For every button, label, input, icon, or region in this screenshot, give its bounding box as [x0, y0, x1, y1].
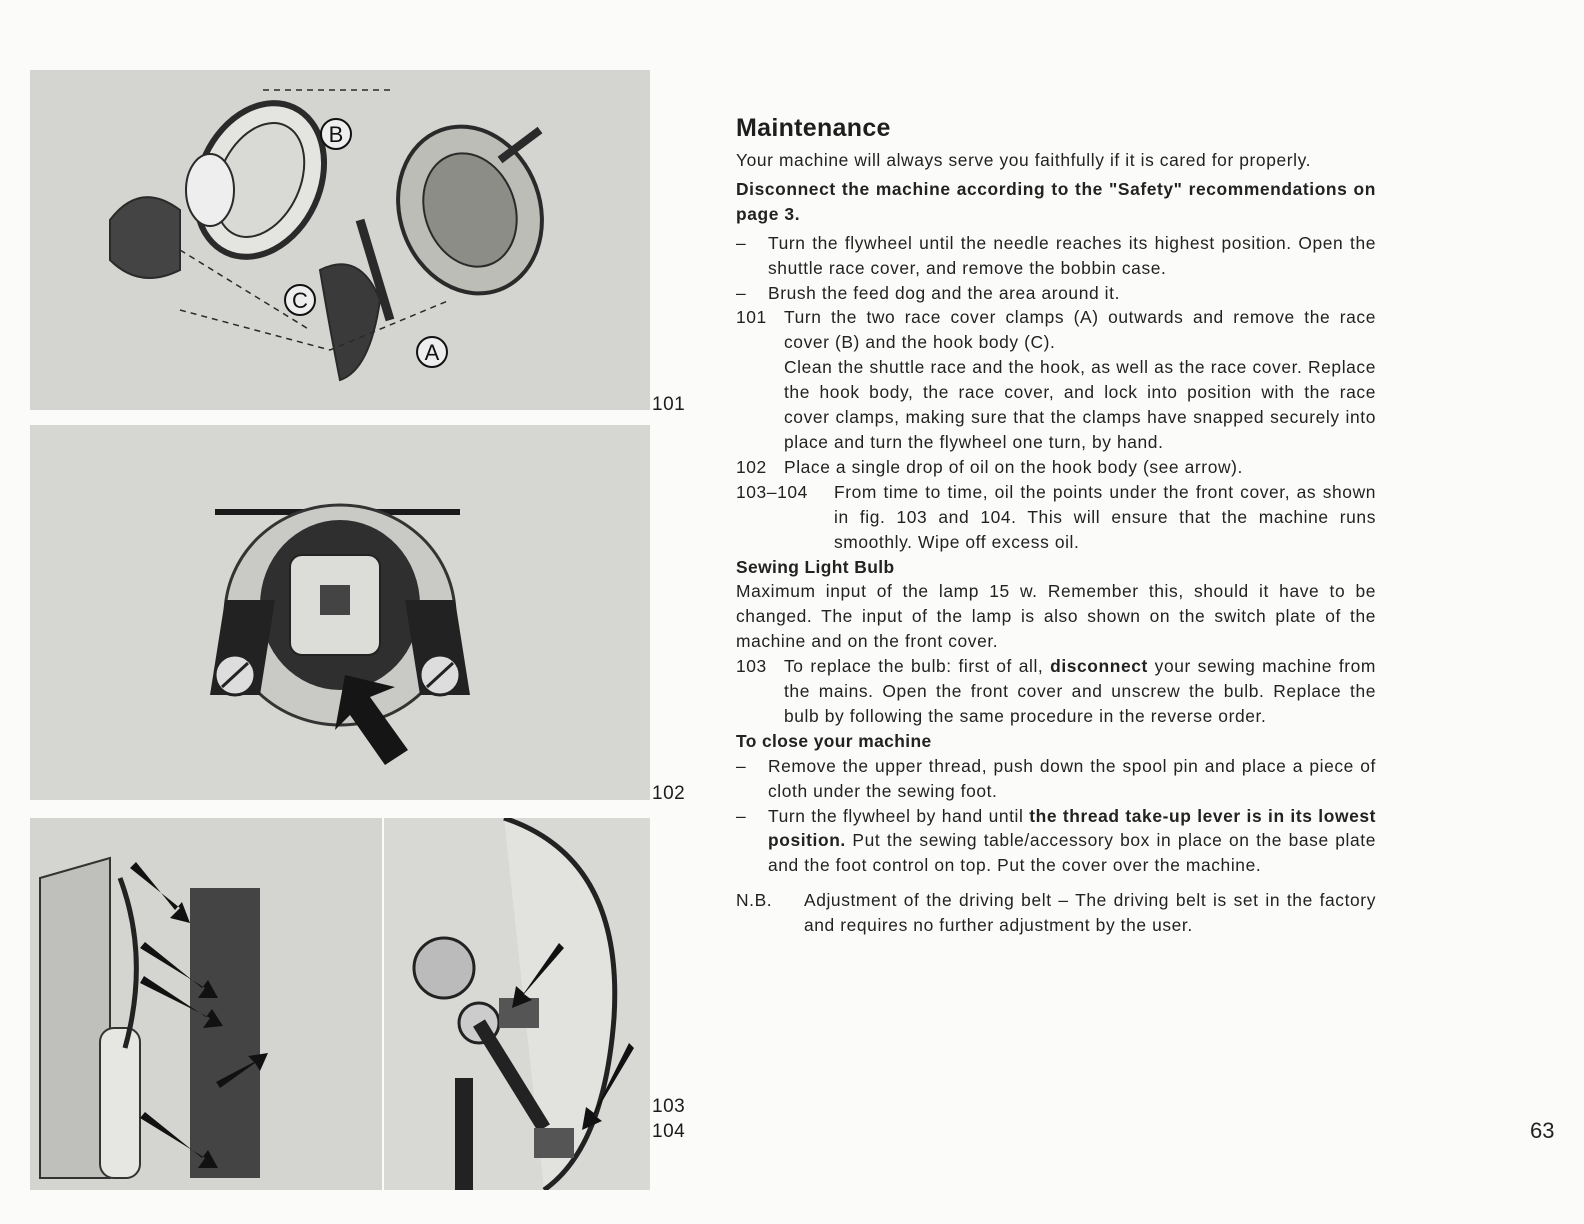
page-title: Maintenance	[736, 114, 891, 142]
bulb-step-bold: disconnect	[1050, 656, 1148, 677]
step-text-cont: Clean the shuttle race and the hook, as well as the race cover. Replace the hook body, the race cover, and lock into position with the race cover clamps, making sure that the clamps have snapped securely into place and turn the flywheel one turn, by hand.	[784, 357, 1376, 452]
figure-103-label: 103	[652, 1096, 686, 1117]
callout-c-label: C	[292, 288, 308, 313]
figure-102-hook-oil-point	[30, 425, 650, 800]
step-marker: –	[736, 805, 747, 826]
step-text: Place a single drop of oil on the hook body (see arrow).	[784, 456, 1243, 477]
step-text: Brush the feed dog and the area around it.	[768, 282, 1120, 303]
bulb-step-b: your sewing machine from the mains. Open the front cover and unscrew the bulb. Replace the bulb by following the same procedure in the reverse order.	[784, 656, 1377, 726]
page-number: 63	[1530, 1118, 1555, 1143]
step-marker: –	[736, 232, 747, 253]
step-marker: –	[736, 282, 747, 303]
step-marker: –	[736, 755, 747, 776]
nb-text: Adjustment of the driving belt – The driving belt is set in the factory and requires no further adjustment by the user.	[804, 890, 1376, 936]
bulb-heading: Sewing Light Bulb	[736, 556, 895, 577]
step-102	[736, 455, 1376, 480]
close-item-bold: the thread take-up lever is in its lowest position.	[768, 805, 1377, 851]
figure-102-label: 102	[652, 783, 686, 804]
close-item-b: Put the sewing table/accessory box in place on the base plate and the foot control on top. Put the cover over the machine.	[768, 830, 1376, 876]
bulb-step-103	[736, 654, 1376, 729]
close-item-a: Turn the flywheel by hand until	[768, 805, 1030, 826]
figure-103-front-cover-oil-points	[30, 818, 382, 1190]
step-marker: 101	[736, 307, 767, 328]
bulb-paragraph: Maximum input of the lamp 15 w. Remember this, should it have to be changed. The input of the lamp is also shown on the switch plate of the machine and on the front cover.	[736, 581, 1376, 652]
callout-b-label: B	[328, 122, 344, 147]
step-103-104	[736, 480, 1376, 555]
nb-marker: N.B.	[736, 890, 773, 911]
figure-101-label: 101	[652, 394, 686, 415]
step-text: From time to time, oil the points under the front cover, as shown in fig. 103 and 104. This will ensure that the machine runs smoothly. Wipe off excess oil.	[834, 481, 1376, 552]
figure-104-label: 104	[652, 1121, 686, 1142]
step-open-cover	[736, 231, 1376, 281]
callout-a-label: A	[424, 340, 440, 365]
step-marker: 103–104	[736, 481, 808, 502]
step-text: Turn the flywheel until the needle reaches its highest position. Open the shuttle race cover, and remove the bobbin case.	[768, 232, 1376, 278]
step-marker: 102	[736, 456, 767, 477]
figure-104-belt-area-oil-points	[384, 818, 650, 1190]
close-item-1	[736, 754, 1376, 804]
bulb-step-a: To replace the bulb: first of all,	[784, 656, 1051, 677]
intro-paragraph: Your machine will always serve you faithfully if it is cared for properly.	[736, 150, 1312, 170]
step-brush-feed-dog	[736, 281, 1376, 306]
maintenance-text	[736, 112, 1376, 938]
figure-101-exploded-hook	[30, 70, 650, 410]
close-item-2	[736, 804, 1376, 879]
nb-note	[736, 888, 1376, 938]
close-item-text: Remove the upper thread, push down the spool pin and place a piece of cloth under the sewing foot.	[768, 755, 1376, 801]
step-text: Turn the two race cover clamps (A) outwards and remove the race cover (B) and the hook body (C).	[784, 307, 1376, 353]
close-heading: To close your machine	[736, 730, 932, 751]
step-101	[736, 305, 1376, 454]
step-marker: 103	[736, 656, 767, 677]
disconnect-note: Disconnect the machine according to the "Safety" recommendations on page 3.	[736, 178, 1376, 224]
